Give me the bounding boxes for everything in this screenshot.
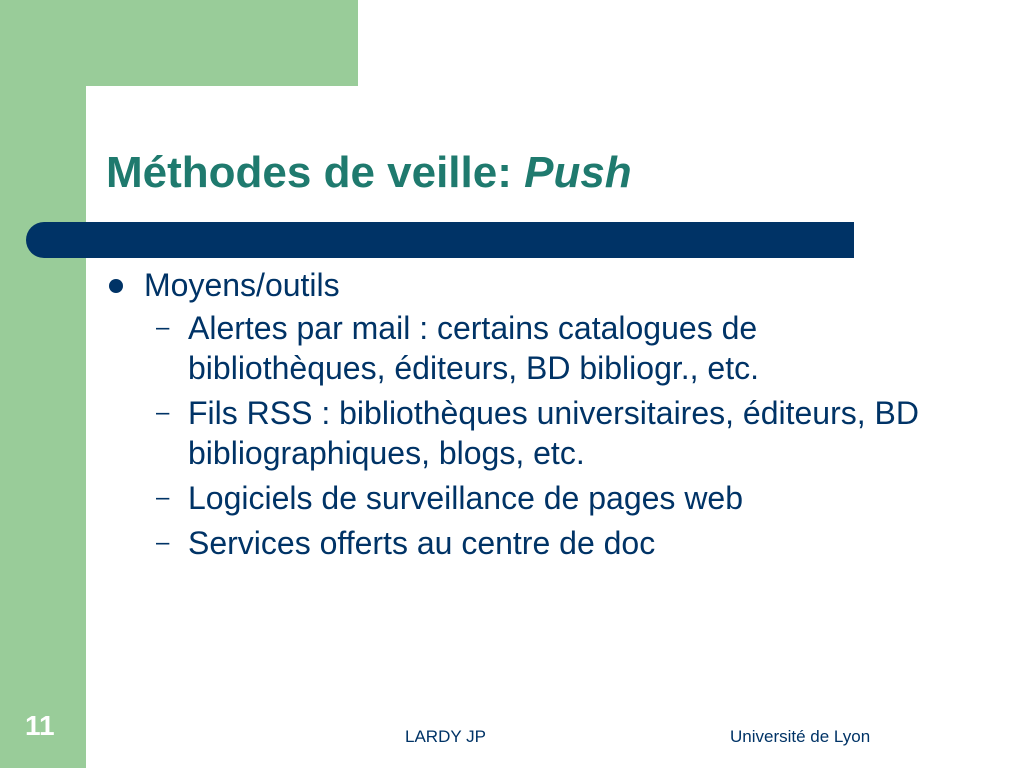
footer-organization: Université de Lyon [730,727,871,746]
footer-author: LARDY JP [405,727,486,746]
title-main: Méthodes de veille: [106,148,525,197]
dash-marker-icon: – [156,484,170,511]
green-frame-left [0,0,86,768]
sub-bullet-item [104,393,954,473]
title-underline-bar [26,222,854,258]
sub-bullet-text: Alertes par mail : certains catalogues de bibliothèques, éditeurs, BD bibliogr., etc. [188,310,759,386]
dash-marker-icon: – [156,399,170,426]
dash-marker-icon: – [156,529,170,556]
sub-bullet-item [104,308,954,388]
sub-bullet-list [104,308,954,563]
slide-title [106,143,632,203]
sub-bullet-text: Fils RSS : bibliothèques universitaires, éditeurs, BD bibliographiques, blogs, etc. [188,395,919,471]
green-frame-top [0,0,358,86]
title-emphasis: Push [524,148,632,197]
dash-marker-icon: – [156,314,170,341]
page-number: 11 [25,710,55,741]
sub-bullet-item [104,478,954,518]
sub-bullet-text: Services offerts au centre de doc [188,525,656,561]
slide-content [104,262,954,568]
bullet-text: Moyens/outils [144,267,340,303]
bullet-item [104,262,954,308]
sub-bullet-text: Logiciels de surveillance de pages web [188,480,744,516]
bullet-dot-icon [109,279,123,293]
sub-bullet-item [104,523,954,563]
frame-rounded-corner [86,86,146,146]
